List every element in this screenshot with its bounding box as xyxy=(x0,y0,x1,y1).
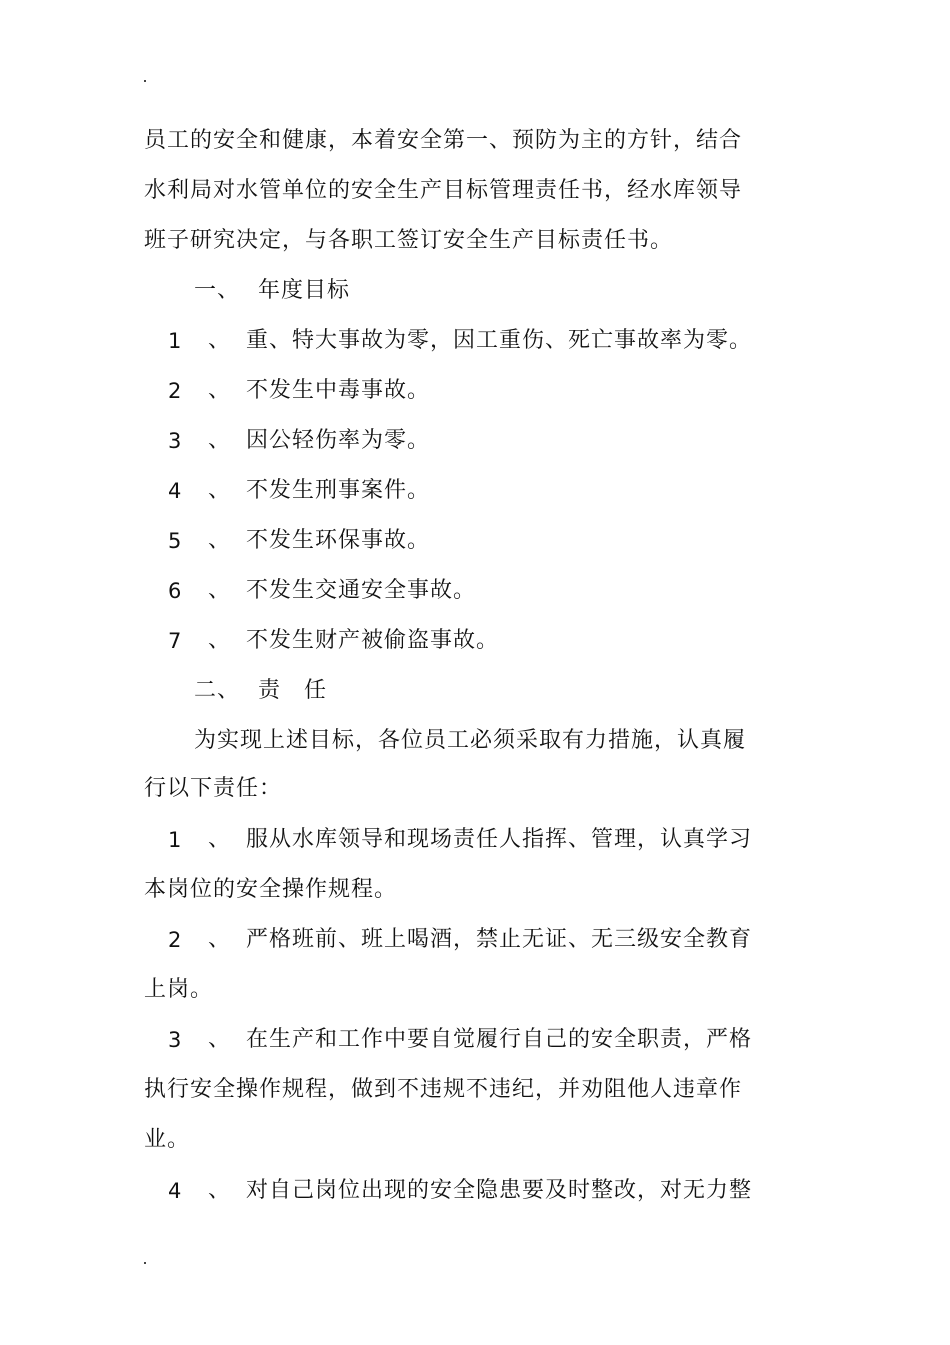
item-text: 不发生中毒事故。 xyxy=(246,378,431,403)
item-separator: 、 xyxy=(208,1027,231,1052)
item-text: 在生产和工作中要自觉履行自己的安全职责，严格 xyxy=(246,1027,753,1052)
section1-number: 一、 xyxy=(194,278,241,303)
section2-intro-line-2: 行以下责任： xyxy=(144,776,283,801)
item-separator: 、 xyxy=(208,528,231,553)
item-text: 严格班前、班上喝酒，禁止无证、无三级安全教育 xyxy=(246,927,753,952)
item-separator: 、 xyxy=(208,378,231,403)
intro-line-1: 员工的安全和健康，本着安全第一、预防为主的方针，结合 xyxy=(144,128,743,153)
item-number: 1 xyxy=(168,828,182,852)
item-text: 重、特大事故为零，因工重伤、死亡事故率为零。 xyxy=(246,328,753,353)
item-text: 不发生交通安全事故。 xyxy=(246,578,477,603)
item-separator: 、 xyxy=(208,827,231,852)
item-number: 1 xyxy=(168,329,182,353)
item-continuation: 业。 xyxy=(144,1127,191,1152)
item-number: 7 xyxy=(168,629,182,653)
item-text: 对自己岗位出现的安全隐患要及时整改，对无力整 xyxy=(246,1178,753,1203)
item-separator: 、 xyxy=(208,1178,231,1203)
item-number: 4 xyxy=(168,1179,182,1203)
item-text: 不发生环保事故。 xyxy=(246,528,431,553)
item-separator: 、 xyxy=(208,428,231,453)
item-number: 2 xyxy=(168,928,182,952)
item-text: 因公轻伤率为零。 xyxy=(246,428,431,453)
item-number: 6 xyxy=(168,579,182,603)
item-text: 不发生财产被偷盗事故。 xyxy=(246,628,500,653)
item-separator: 、 xyxy=(208,578,231,603)
item-continuation: 上岗。 xyxy=(144,977,214,1002)
section1-title: 年度目标 xyxy=(258,278,351,303)
item-continuation: 执行安全操作规程，做到不违规不违纪，并劝阻他人违章作 xyxy=(144,1077,743,1102)
intro-line-2: 水利局对水管单位的安全生产目标管理责任书，经水库领导 xyxy=(144,178,743,203)
item-separator: 、 xyxy=(208,927,231,952)
item-number: 5 xyxy=(168,529,182,553)
item-number: 3 xyxy=(168,429,182,453)
item-number: 4 xyxy=(168,479,182,503)
item-text: 不发生刑事案件。 xyxy=(246,478,431,503)
section2-intro-line-1: 为实现上述目标，各位员工必须采取有力措施，认真履 xyxy=(194,728,747,753)
item-number: 3 xyxy=(168,1028,182,1052)
section2-title: 责 任 xyxy=(258,678,328,703)
item-separator: 、 xyxy=(208,628,231,653)
section2-number: 二、 xyxy=(194,678,241,703)
page-mark-bottom xyxy=(144,1262,146,1264)
page-mark-top xyxy=(144,80,146,82)
intro-line-3: 班子研究决定，与各职工签订安全生产目标责任书。 xyxy=(144,228,674,253)
item-separator: 、 xyxy=(208,328,231,353)
item-separator: 、 xyxy=(208,478,231,503)
item-number: 2 xyxy=(168,379,182,403)
item-continuation: 本岗位的安全操作规程。 xyxy=(144,877,398,902)
item-text: 服从水库领导和现场责任人指挥、管理，认真学习 xyxy=(246,827,753,852)
